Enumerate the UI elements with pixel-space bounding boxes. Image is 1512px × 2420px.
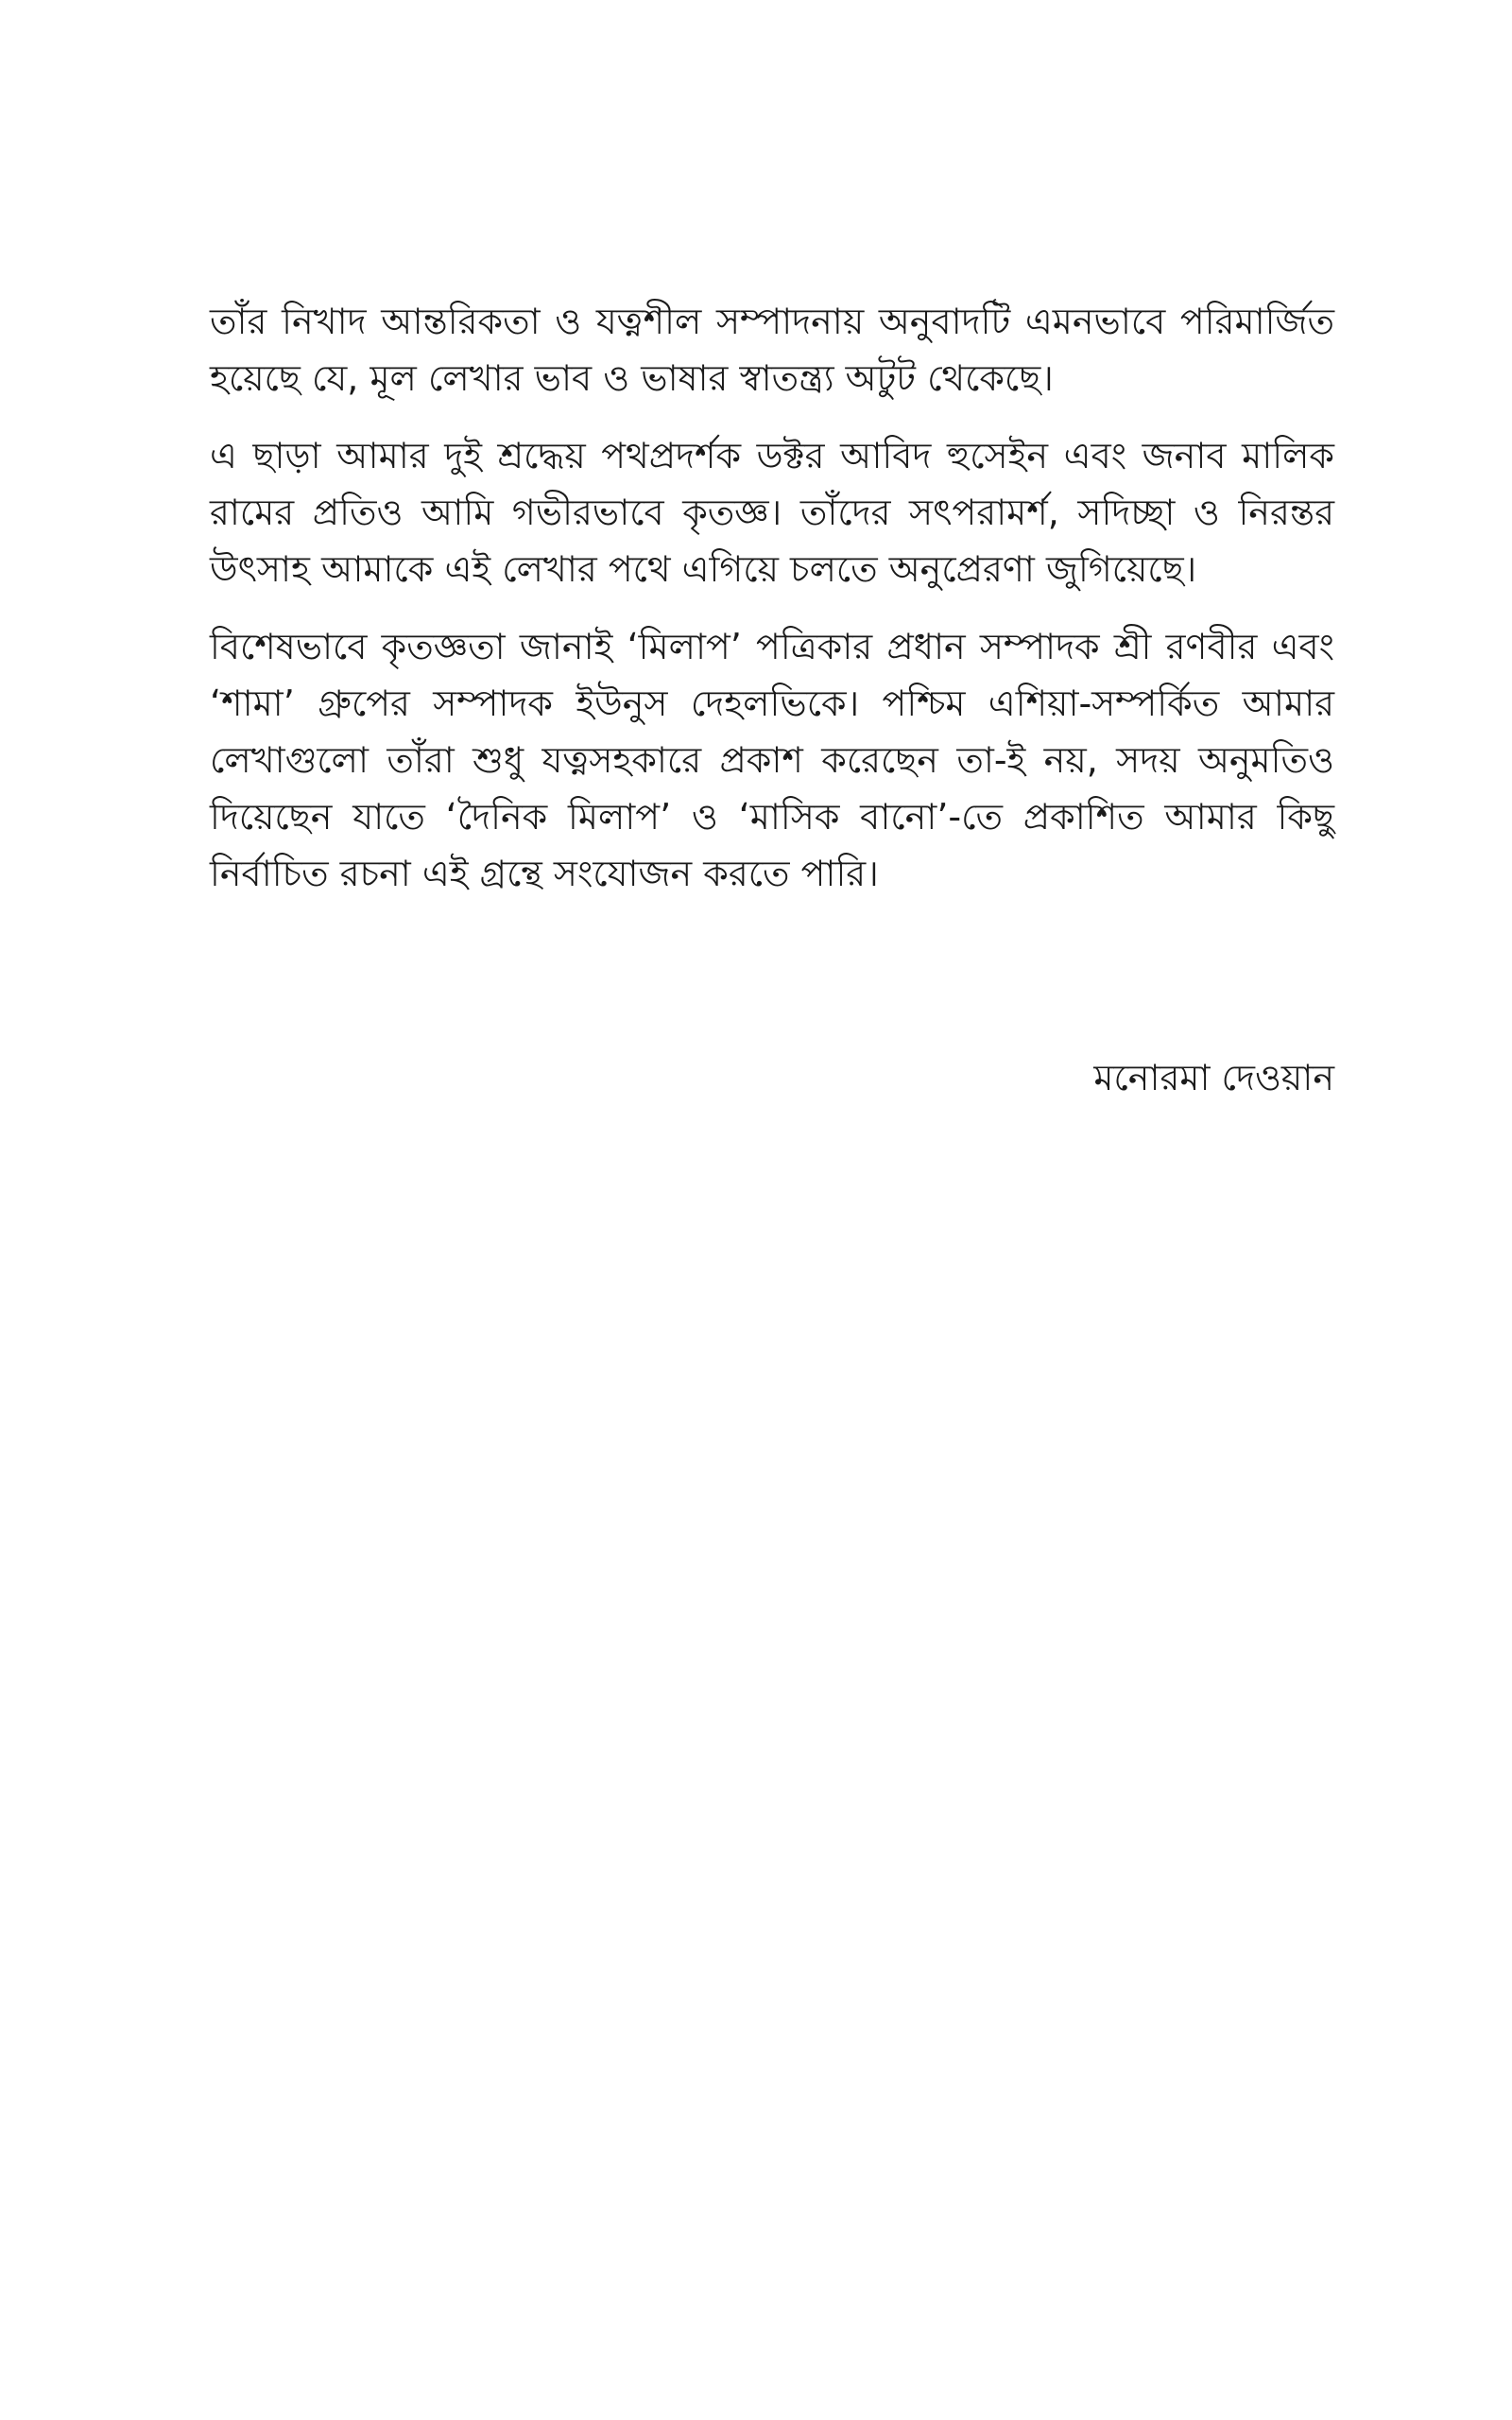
body-text — [210, 293, 1334, 923]
paragraph-2: এ ছাড়া আমার দুই শ্রদ্ধেয় পথপ্রদর্শক ডক্টর আবিদ হুসেইন এবং জনাব মালিক রামের প্রতিও আমি গভীরভাবে কৃতজ্ঞ। তাঁদের সৎপরামর্শ, সদিচ্ছা ও নিরন্তর উৎসাহ আমাকে এই লেখার পথে এগিয়ে চলতে অনুপ্রেরণা জুগিয়েছে। — [210, 435, 1334, 590]
paragraph-1: তাঁর নিখাদ আন্তরিকতা ও যত্নশীল সম্পাদনায় অনুবাদটি এমনভাবে পরিমার্জিত হয়েছে যে, মূল লেখার ভাব ও ভাষার স্বাতন্ত্র্য অটুট থেকেছে। — [210, 301, 1334, 399]
author-signature: মনোরমা দেওয়ান — [1093, 1057, 1334, 1098]
paragraph-3: বিশেষভাবে কৃতজ্ঞতা জানাই ‘মিলাপ’ পত্রিকার প্রধান সম্পাদক শ্রী রণবীর এবং ‘শামা’ গ্রুপের সম্পাদক ইউনুস দেহলভিকে। পশ্চিম এশিয়া-সম্পর্কিত আমার লেখাগুলো তাঁরা শুধু যত্নসহকারে প্রকাশ করেছেন তা-ই নয়, সদয় অনুমতিও দিয়েছেন যাতে ‘দৈনিক মিলাপ’ ও ‘মাসিক বানো’-তে প্রকাশিত আমার কিছু নির্বাচিত রচনা এই গ্রন্থে সংযোজন করতে পারি। — [210, 626, 1334, 894]
